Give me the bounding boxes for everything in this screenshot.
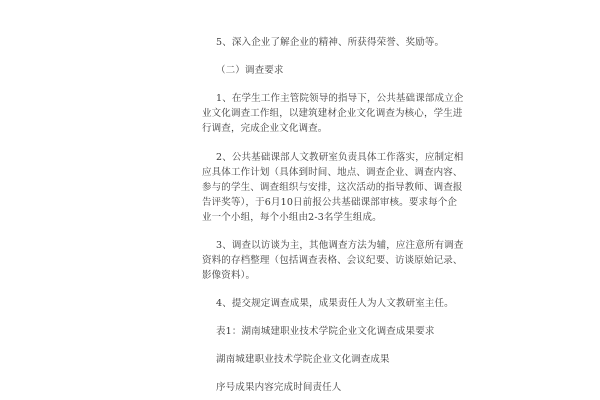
doc-table-title: 湖南城建职业技术学院企业文化调查成果 xyxy=(216,354,390,365)
doc-table-caption: 表1：湖南城建职业技术学院企业文化调查成果要求 xyxy=(216,326,435,337)
doc-line-req-3c: 影像资料）。 xyxy=(202,270,256,281)
doc-line-item-5: 5、深入企业了解企业的精神、所获得荣誉、奖励等。 xyxy=(216,37,445,48)
doc-line-req-2d: 告评奖等），于6月10日前报公共基础课部审核。要求每个企 xyxy=(202,197,458,208)
doc-line-req-2b: 应具体工作计划（具体到时间、地点、调查企业、调查内容、 xyxy=(202,167,463,178)
doc-line-req-2c: 参与的学生、调查组织与安排，这次活动的指导教师、调查报 xyxy=(202,182,463,193)
doc-line-req-4: 4、提交规定调查成果，成果责任人为人文教研室主任。 xyxy=(216,298,454,309)
doc-line-req-3a: 3、调查以访谈为主，其他调查方法为辅，应注意所有调查 xyxy=(216,240,464,251)
doc-line-req-1b: 业文化调查工作组，以建筑建材企业文化调查为核心，学生进 xyxy=(202,108,463,119)
doc-line-req-2a: 2、公共基础课部人文教研室负责具体工作落实，应制定相 xyxy=(216,152,464,163)
doc-line-req-3b: 资料的存档整理（包括调查表格、会议纪要、访谈原始记录、 xyxy=(202,255,463,266)
doc-line-req-1c: 行调查，完成企业文化调查。 xyxy=(202,123,328,134)
doc-line-req-1a: 1、在学生工作主管院领导的指导下，公共基础课部成立企 xyxy=(216,93,464,104)
doc-table-header: 序号成果内容完成时间责任人 xyxy=(216,382,342,393)
doc-section-heading: （二）调查要求 xyxy=(216,65,284,76)
doc-line-req-2e: 业一个小组，每个小组由2-3名学生组成。 xyxy=(202,212,382,223)
